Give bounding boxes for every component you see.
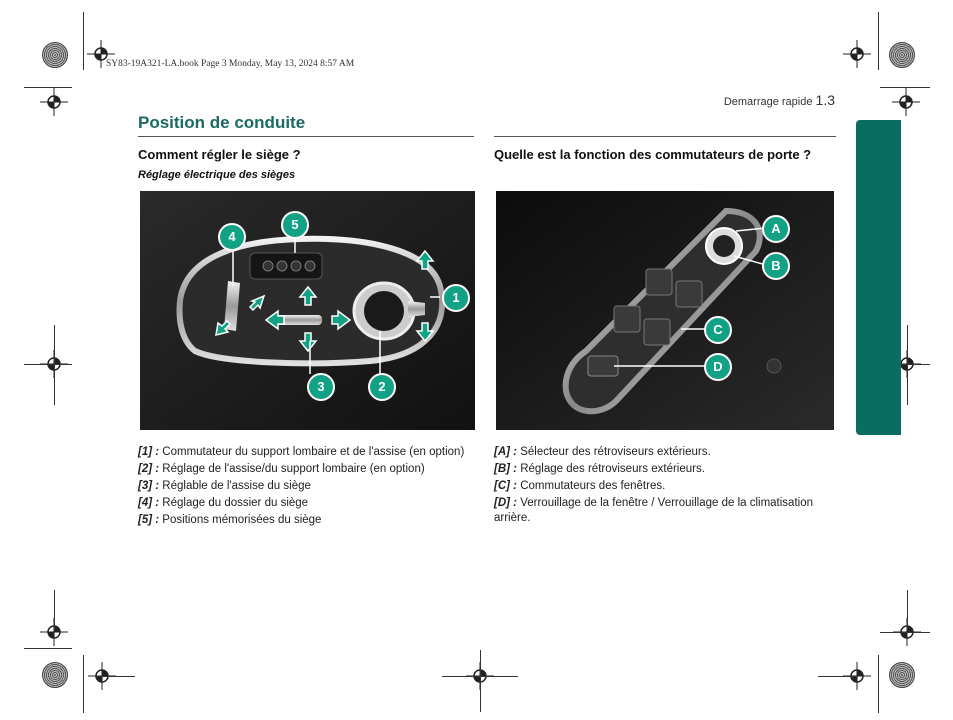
door-legend [494,445,824,528]
color-dot-top-right [889,42,915,68]
section-rule-right [494,136,836,137]
running-head-text: Demarrage rapide [723,96,813,108]
callout-1: 1 [442,284,470,312]
running-head-number: 1.3 [815,92,835,108]
seat-controls-photo [140,191,475,430]
callout-3: 3 [307,373,335,401]
seat-legend [138,445,478,530]
registration-mark-icon [40,88,68,116]
callout-5: 5 [281,211,309,239]
callout-a: A [762,215,790,243]
section-title: Position de conduite [138,113,306,132]
legend-item-a: [A] : Sélecteur des rétroviseurs extérieurs. [494,446,711,458]
running-head [724,92,835,108]
question-seat: Comment régler le siège ? [138,147,301,162]
callout-c: C [704,316,732,344]
registration-mark-icon [892,88,920,116]
book-header: SY83-19A321-LA.book Page 3 Monday, May 13, 2024 8:57 AM [106,59,355,69]
legend-item-b: [B] : Réglage des rétroviseurs extérieurs. [494,463,705,475]
door-switches-photo [496,191,834,430]
legend-item-1: [1] : Commutateur du support lombaire et de l'assise (en option) [138,446,465,458]
chapter-tab [856,120,901,435]
color-dot-top-left [42,42,68,68]
question-door-switches: Quelle est la fonction des commutateurs de porte ? [494,147,812,162]
color-dot-bottom-left [42,662,68,688]
callout-d: D [704,353,732,381]
callout-4: 4 [218,223,246,251]
color-dot-bottom-right [889,662,915,688]
callout-b: B [762,252,790,280]
legend-item-c: [C] : Commutateurs des fenêtres. [494,480,666,492]
legend-item-3: [3] : Réglable de l'assise du siège [138,480,311,492]
legend-item-d: [D] : Verrouillage de la fenêtre / Verrouillage de la climatisation arrière. [494,497,813,524]
legend-item-5: [5] : Positions mémorisées du siège [138,514,322,526]
subtitle-electric-seat: Réglage électrique des sièges [138,169,296,181]
callout-2: 2 [368,373,396,401]
section-rule [138,136,474,137]
registration-mark-icon [843,40,871,68]
legend-item-4: [4] : Réglage du dossier du siège [138,497,309,509]
legend-item-2: [2] : Réglage de l'assise/du support lombaire (en option) [138,463,425,475]
